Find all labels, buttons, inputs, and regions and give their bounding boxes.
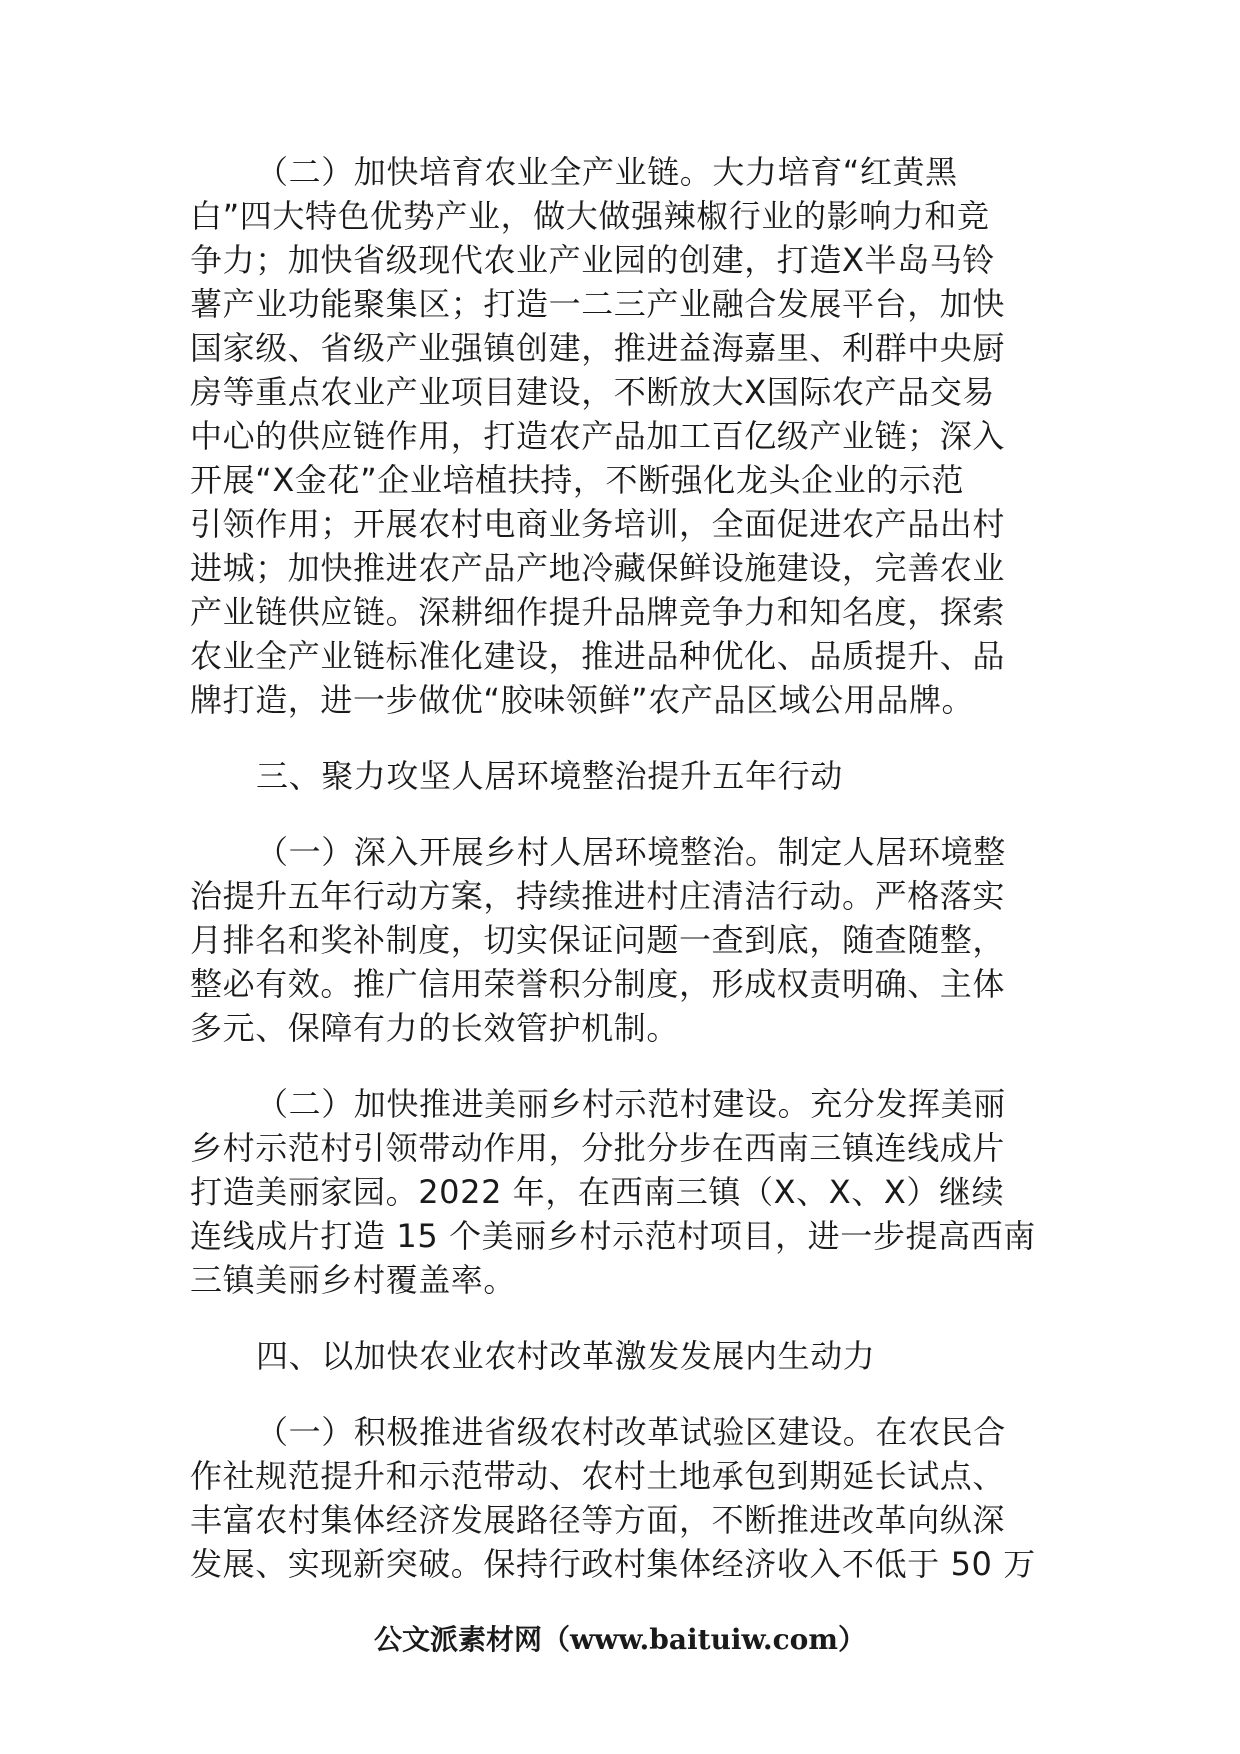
paragraph-reform-pilot [190, 1410, 1070, 1586]
text-line: 作社规范提升和示范带动、农村土地承包到期延长试点、 [190, 1457, 1006, 1495]
text-line: 整必有效。推广信用荣誉积分制度，形成权责明确、主体 [190, 965, 1006, 1003]
text-line: 丰富农村集体经济发展路径等方面，不断推进改革向纵深 [190, 1501, 1006, 1539]
paragraph-industry-chain [190, 150, 1070, 722]
text-line: 治提升五年行动方案，持续推进村庄清洁行动。严格落实 [190, 877, 1006, 915]
text-line: （一）积极推进省级农村改革试验区建设。在农民合 [256, 1413, 1006, 1451]
footer-watermark: 公文派素材网（www.baituiw.com） [374, 1623, 866, 1656]
text-line: 产业链供应链。深耕细作提升品牌竞争力和知名度，探索 [190, 593, 1006, 631]
text-line: （二）加快培育农业全产业链。大力培育“红黄黑 [256, 153, 958, 191]
text-line: （二）加快推进美丽乡村示范村建设。充分发挥美丽 [256, 1085, 1006, 1123]
section-heading-3: 三、聚力攻坚人居环境整治提升五年行动 [256, 757, 843, 795]
text-line: 乡村示范村引领带动作用，分批分步在西南三镇连线成片 [190, 1129, 1006, 1167]
text-line: 薯产业功能聚集区；打造一二三产业融合发展平台，加快 [190, 285, 1006, 323]
text-line: 多元、保障有力的长效管护机制。 [190, 1009, 680, 1047]
document-body [190, 150, 1070, 1618]
text-line: 打造美丽家园。2022 年，在西南三镇（Ⅹ、Ⅹ、Ⅹ）继续 [190, 1173, 1005, 1211]
text-line: 引领作用；开展农村电商业务培训，全面促进农产品出村 [190, 505, 1006, 543]
text-line: 白”四大特色优势产业，做大做强辣椒行业的影响力和竞 [190, 197, 990, 235]
text-line: 国家级、省级产业强镇创建，推进益海嘉里、利群中央厨 [190, 329, 1006, 367]
text-line: 争力；加快省级现代农业产业园的创建，打造Ⅹ半岛马铃 [190, 241, 995, 279]
text-line: 连线成片打造 15 个美丽乡村示范村项目，进一步提高西南 [190, 1217, 1036, 1255]
text-line: 房等重点农业产业项目建设，不断放大Ⅹ国际农产品交易 [190, 373, 995, 411]
text-line: （一）深入开展乡村人居环境整治。制定人居环境整 [256, 833, 1006, 871]
text-line: 月排名和奖补制度，切实保证问题一查到底，随查随整， [190, 921, 1006, 959]
section-heading-4: 四、以加快农业农村改革激发发展内生动力 [256, 1337, 876, 1375]
text-line: 牌打造，进一步做优“胶味领鲜”农产品区域公用品牌。 [190, 681, 975, 719]
paragraph-environment [190, 830, 1070, 1050]
text-line: 农业全产业链标准化建设，推进品种优化、品质提升、品 [190, 637, 1006, 675]
text-line: 发展、实现新突破。保持行政村集体经济收入不低于 50 万 [190, 1545, 1036, 1583]
text-line: 进城；加快推进农产品产地冷藏保鲜设施建设，完善农业 [190, 549, 1006, 587]
text-line: 开展“Ⅹ金花”企业培植扶持，不断强化龙头企业的示范 [190, 461, 965, 499]
text-line: 三镇美丽乡村覆盖率。 [190, 1261, 517, 1299]
text-line: 中心的供应链作用，打造农产品加工百亿级产业链；深入 [190, 417, 1006, 455]
paragraph-beautiful-village [190, 1082, 1070, 1302]
